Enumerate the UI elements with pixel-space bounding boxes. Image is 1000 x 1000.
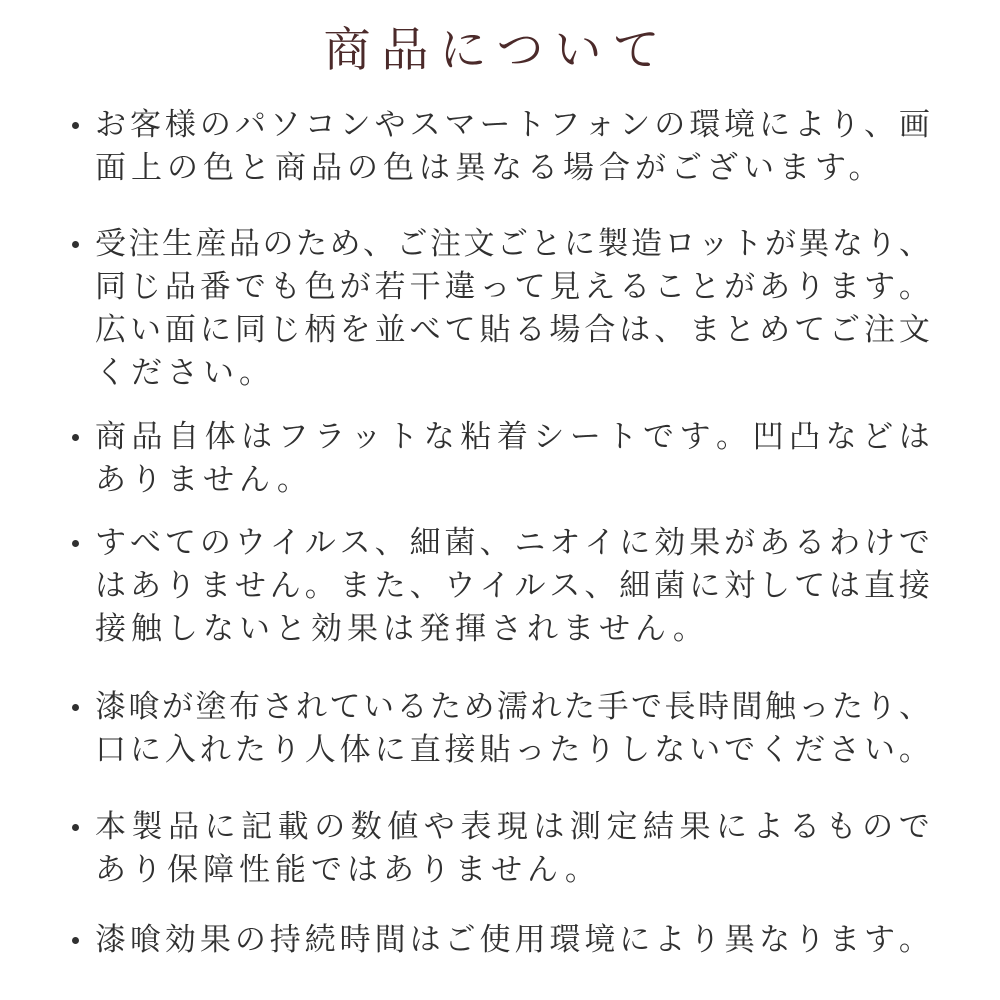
bullet-dot-icon [64, 685, 95, 728]
notice-list [64, 103, 930, 961]
bullet-dot-icon [64, 103, 95, 146]
notice-line: ありません。 [95, 462, 313, 497]
notice-line: 受 注 生 産 品 の た め 、 ご 注 文 ご と に 製 造 ロ ッ ト が 異 な り 、 [95, 226, 930, 261]
notice-item [64, 805, 930, 891]
page-title: 商品について [323, 23, 671, 76]
notice-text [95, 415, 930, 501]
notice-line: 同 じ 品 番 で も 色 が 若 干 違 っ て 見 え る こ と が あ り ま す 。 [95, 269, 930, 304]
notice-line: あり保障性能ではありません。 [95, 852, 601, 887]
notice-item [64, 103, 930, 189]
notice-text [95, 222, 930, 394]
bullet-dot-icon [64, 521, 95, 564]
notice-text [95, 103, 930, 189]
notice-line: ください。 [95, 355, 275, 390]
notice-line: お 客 様 の パ ソ コ ン や ス マ ー ト フ ォ ン の 環 境 に よ り 、 画 [95, 107, 930, 142]
notice-line: 漆 喰 効 果 の 持 続 時 間 は ご 使 用 環 境 に よ り 異 な り ま す 。 [95, 922, 930, 957]
notice-line: は あ り ま せ ん 。 ま た 、 ウ イ ル ス 、 細 菌 に 対 し て は 直 接 [95, 568, 930, 603]
notice-item [64, 685, 930, 771]
notice-text [95, 521, 930, 650]
notice-line: す べ て の ウ イ ル ス 、 細 菌 、 ニ オ イ に 効 果 が あ る わ け で [95, 525, 930, 560]
bullet-dot-icon [64, 918, 95, 961]
notice-line: 口 に 入 れ た り 人 体 に 直 接 貼 っ た り し な い で く だ さ い 。 [95, 732, 930, 767]
notice-item [64, 521, 930, 650]
notice-item [64, 415, 930, 501]
notice-line: 広 い 面 に 同 じ 柄 を 並 べ て 貼 る 場 合 は 、 ま と め て ご 注 文 [95, 312, 930, 347]
notice-text [95, 805, 930, 891]
bullet-dot-icon [64, 222, 95, 265]
bullet-dot-icon [64, 415, 95, 458]
notice-line: 本 製 品 に 記 載 の 数 値 や 表 現 は 測 定 結 果 に よ る も の で [95, 809, 930, 844]
notice-line: 商 品 自 体 は フ ラ ッ ト な 粘 着 シ ー ト で す 。 凹 凸 な ど は [95, 419, 930, 454]
notice-line: 面上の色と商品の色は異なる場合がございます。 [95, 150, 885, 185]
notice-line: 漆 喰 が 塗 布 さ れ て い る た め 濡 れ た 手 で 長 時 間 触 っ た り 、 [95, 689, 930, 724]
notice-line: 接触しないと効果は発揮されません。 [95, 611, 709, 646]
notice-text [95, 685, 930, 771]
notice-text [95, 918, 930, 961]
notice-item [64, 918, 930, 961]
notice-item [64, 222, 930, 394]
bullet-dot-icon [64, 805, 95, 848]
